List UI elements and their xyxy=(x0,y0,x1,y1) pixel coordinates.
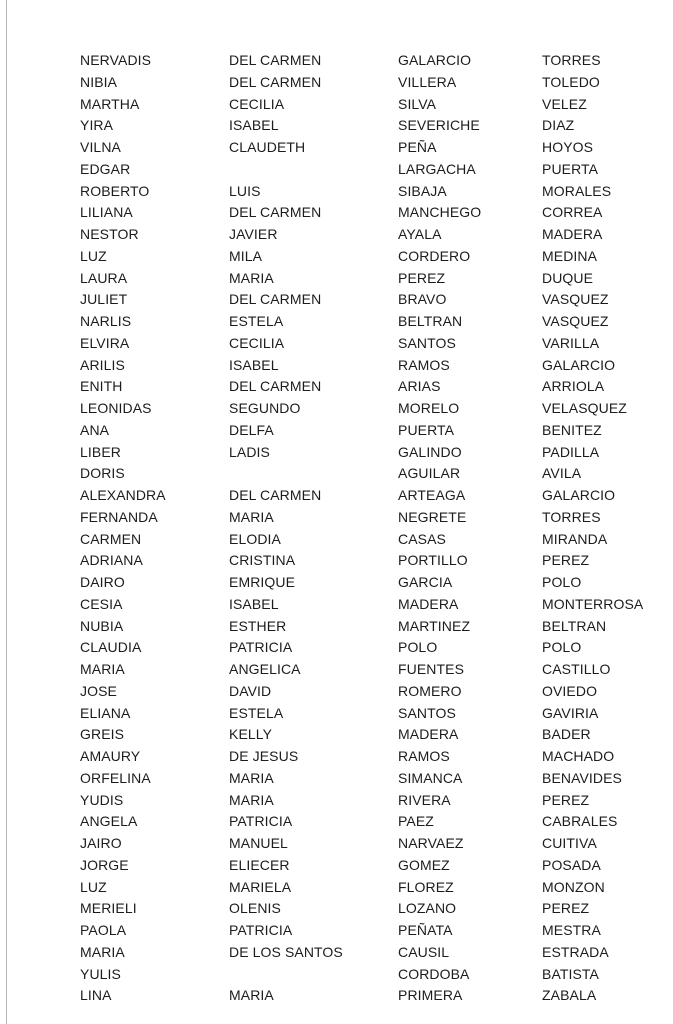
first-surname-cell: GALINDO xyxy=(398,443,462,460)
middle-name-cell: ESTELA xyxy=(229,313,284,329)
table-row xyxy=(80,877,662,899)
first-name-cell: CARMEN xyxy=(80,530,142,547)
second-surname-cell: BADER xyxy=(542,726,591,743)
first-name-cell: GREIS xyxy=(80,726,125,743)
second-surname-cell: CUITIVA xyxy=(542,835,597,851)
second-surname-cell: CORREA xyxy=(542,204,603,221)
first-surname-cell: GARCIA xyxy=(398,574,453,590)
second-surname-cell: BATISTA xyxy=(542,965,599,982)
first-name-cell: VILNA xyxy=(80,139,121,155)
table-row xyxy=(80,898,662,920)
first-surname-cell: LOZANO xyxy=(398,900,457,917)
first-surname-cell: FUENTES xyxy=(398,661,465,677)
table-row xyxy=(80,137,662,159)
first-name-cell: LUZ xyxy=(80,247,107,264)
page-left-border xyxy=(6,0,7,1024)
first-surname-cell: RIVERA xyxy=(398,791,451,808)
second-surname-cell: DIAZ xyxy=(542,117,575,134)
second-surname-cell: MACHADO xyxy=(542,748,615,764)
first-name-cell: AMAURY xyxy=(80,748,141,764)
first-name-cell: CLAUDIA xyxy=(80,639,142,656)
first-surname-cell: BELTRAN xyxy=(398,313,463,329)
middle-name-cell: MARIA xyxy=(229,269,274,286)
table-row xyxy=(80,790,662,812)
second-surname-cell: VASQUEZ xyxy=(542,313,609,329)
second-surname-cell: POLO xyxy=(542,574,582,590)
first-surname-cell: PAEZ xyxy=(398,813,434,830)
first-name-cell: DORIS xyxy=(80,465,125,482)
first-surname-cell: ROMERO xyxy=(398,682,462,699)
table-row xyxy=(80,507,662,529)
middle-name-cell: ESTELA xyxy=(229,704,284,721)
first-name-cell: JOSE xyxy=(80,682,117,699)
middle-name-cell: DEL CARMEN xyxy=(229,52,322,68)
second-surname-cell: DUQUE xyxy=(542,269,594,286)
second-surname-cell: BENITEZ xyxy=(542,421,602,438)
first-name-cell: JAIRO xyxy=(80,835,122,851)
first-name-cell: NERVADIS xyxy=(80,52,152,68)
second-surname-cell: MESTRA xyxy=(542,922,601,938)
second-surname-cell: MADERA xyxy=(542,226,603,242)
table-row xyxy=(80,268,662,290)
middle-name-cell: MARIA xyxy=(229,791,274,808)
second-surname-cell: TORRES xyxy=(542,508,601,525)
second-surname-cell: ZABALA xyxy=(542,987,597,1004)
first-surname-cell: MARTINEZ xyxy=(398,617,471,634)
first-surname-cell: SIMANCA xyxy=(398,769,463,786)
second-surname-cell: BENAVIDES xyxy=(542,769,622,786)
second-surname-cell: PEREZ xyxy=(542,791,590,808)
middle-name-cell: ANGELICA xyxy=(229,661,301,677)
first-name-cell: PAOLA xyxy=(80,922,127,938)
table-row xyxy=(80,724,662,746)
middle-name-cell xyxy=(229,964,398,986)
first-name-cell: ANA xyxy=(80,421,110,438)
table-row xyxy=(80,355,662,377)
middle-name-cell: ELODIA xyxy=(229,530,281,547)
middle-name-cell: ESTHER xyxy=(229,617,287,634)
second-surname-cell: HOYOS xyxy=(542,139,594,155)
first-surname-cell: PEÑA xyxy=(398,139,437,155)
middle-name-cell: DEL CARMEN xyxy=(229,487,322,503)
first-name-cell: MARIA xyxy=(80,661,125,677)
first-surname-cell: NARVAEZ xyxy=(398,835,464,851)
second-surname-cell: GALARCIO xyxy=(542,356,616,373)
table-row xyxy=(80,637,662,659)
first-surname-cell: LARGACHA xyxy=(398,160,476,177)
table-row xyxy=(80,833,662,855)
middle-name-cell: MARIA xyxy=(229,769,274,786)
first-surname-cell: AYALA xyxy=(398,226,442,242)
first-name-cell: ENITH xyxy=(80,378,123,395)
table-row xyxy=(80,289,662,311)
middle-name-cell: MARIELA xyxy=(229,878,292,895)
table-row xyxy=(80,594,662,616)
first-name-cell: JULIET xyxy=(80,291,128,308)
first-name-cell: LINA xyxy=(80,987,112,1004)
first-surname-cell: VILLERA xyxy=(398,73,457,90)
first-surname-cell: MADERA xyxy=(398,595,459,612)
second-surname-cell: VELASQUEZ xyxy=(542,400,627,416)
table-row xyxy=(80,311,662,333)
table-row xyxy=(80,964,662,986)
first-surname-cell: ARTEAGA xyxy=(398,487,466,503)
second-surname-cell: VASQUEZ xyxy=(542,291,609,308)
middle-name-cell: PATRICIA xyxy=(229,813,293,830)
first-surname-cell: PUERTA xyxy=(398,421,455,438)
first-surname-cell: CORDOBA xyxy=(398,965,470,982)
first-surname-cell: GALARCIO xyxy=(398,52,472,68)
second-surname-cell: CASTILLO xyxy=(542,661,611,677)
names-table xyxy=(80,50,662,1007)
middle-name-cell: DELFA xyxy=(229,421,274,438)
second-surname-cell: PEREZ xyxy=(542,900,590,917)
table-row xyxy=(80,985,662,1007)
first-name-cell: NESTOR xyxy=(80,226,139,242)
first-name-cell: FERNANDA xyxy=(80,508,158,525)
first-surname-cell: FLOREZ xyxy=(398,878,454,895)
middle-name-cell: DEL CARMEN xyxy=(229,291,322,308)
first-name-cell: MERIELI xyxy=(80,900,137,917)
table-row xyxy=(80,72,662,94)
table-row xyxy=(80,181,662,203)
first-surname-cell: SANTOS xyxy=(398,704,456,721)
second-surname-cell: POSADA xyxy=(542,856,601,873)
table-row xyxy=(80,746,662,768)
first-name-cell: ELIANA xyxy=(80,704,131,721)
first-name-cell: YULIS xyxy=(80,965,121,982)
first-surname-cell: SILVA xyxy=(398,95,437,112)
first-surname-cell: PEREZ xyxy=(398,269,446,286)
table-row xyxy=(80,485,662,507)
first-surname-cell: MORELO xyxy=(398,400,460,416)
middle-name-cell: DAVID xyxy=(229,682,272,699)
middle-name-cell: ELIECER xyxy=(229,856,290,873)
second-surname-cell: PADILLA xyxy=(542,443,600,460)
first-name-cell: ALEXANDRA xyxy=(80,487,166,503)
table-row xyxy=(80,420,662,442)
middle-name-cell: PATRICIA xyxy=(229,922,293,938)
middle-name-cell: DE JESUS xyxy=(229,748,299,764)
middle-name-cell: DEL CARMEN xyxy=(229,73,322,90)
first-surname-cell: GOMEZ xyxy=(398,856,450,873)
second-surname-cell: VARILLA xyxy=(542,334,600,351)
table-row xyxy=(80,333,662,355)
first-surname-cell: RAMOS xyxy=(398,748,450,764)
table-row xyxy=(80,224,662,246)
first-name-cell: ADRIANA xyxy=(80,552,143,569)
middle-name-cell: MARIA xyxy=(229,987,274,1004)
middle-name-cell: DEL CARMEN xyxy=(229,378,322,395)
table-row xyxy=(80,550,662,572)
table-row xyxy=(80,463,662,485)
table-row xyxy=(80,920,662,942)
first-surname-cell: CAUSIL xyxy=(398,943,450,960)
second-surname-cell: BELTRAN xyxy=(542,617,607,634)
middle-name-cell: ISABEL xyxy=(229,356,279,373)
first-surname-cell: NEGRETE xyxy=(398,508,467,525)
table-row xyxy=(80,572,662,594)
second-surname-cell: MONZON xyxy=(542,878,605,895)
first-name-cell: ARILIS xyxy=(80,356,125,373)
middle-name-cell: LADIS xyxy=(229,443,270,460)
middle-name-cell xyxy=(229,159,398,181)
second-surname-cell: PUERTA xyxy=(542,160,599,177)
first-surname-cell: PRIMERA xyxy=(398,987,463,1004)
second-surname-cell: GALARCIO xyxy=(542,487,616,503)
table-row xyxy=(80,376,662,398)
middle-name-cell: MILA xyxy=(229,247,263,264)
middle-name-cell xyxy=(229,463,398,485)
first-surname-cell: SIBAJA xyxy=(398,182,447,199)
table-row xyxy=(80,855,662,877)
first-name-cell: DAIRO xyxy=(80,574,125,590)
second-surname-cell: GAVIRIA xyxy=(542,704,599,721)
second-surname-cell: MONTERROSA xyxy=(542,595,644,612)
middle-name-cell: LUIS xyxy=(229,182,261,199)
first-name-cell: YUDIS xyxy=(80,791,124,808)
first-surname-cell: MADERA xyxy=(398,726,459,743)
table-row xyxy=(80,442,662,464)
first-name-cell: LIBER xyxy=(80,443,121,460)
table-row xyxy=(80,159,662,181)
table-row xyxy=(80,659,662,681)
first-name-cell: MARTHA xyxy=(80,95,140,112)
middle-name-cell: ISABEL xyxy=(229,595,279,612)
table-row xyxy=(80,94,662,116)
first-name-cell: NUBIA xyxy=(80,617,124,634)
first-name-cell: MARIA xyxy=(80,943,125,960)
middle-name-cell: CRISTINA xyxy=(229,552,296,569)
second-surname-cell: OVIEDO xyxy=(542,682,598,699)
first-name-cell: LUZ xyxy=(80,878,107,895)
first-surname-cell: ARIAS xyxy=(398,378,441,395)
first-surname-cell: AGUILAR xyxy=(398,465,461,482)
table-row xyxy=(80,529,662,551)
second-surname-cell: PEREZ xyxy=(542,552,590,569)
table-row xyxy=(80,202,662,224)
middle-name-cell: ISABEL xyxy=(229,117,279,134)
first-name-cell: JORGE xyxy=(80,856,129,873)
table-row xyxy=(80,768,662,790)
table-row xyxy=(80,246,662,268)
middle-name-cell: SEGUNDO xyxy=(229,400,301,416)
first-name-cell: CESIA xyxy=(80,595,123,612)
first-name-cell: YIRA xyxy=(80,117,114,134)
middle-name-cell: CLAUDETH xyxy=(229,139,306,155)
second-surname-cell: ARRIOLA xyxy=(542,378,605,395)
names-table-body xyxy=(80,50,662,1007)
first-name-cell: ANGELA xyxy=(80,813,138,830)
table-row xyxy=(80,942,662,964)
first-surname-cell: BRAVO xyxy=(398,291,447,308)
first-surname-cell: MANCHEGO xyxy=(398,204,482,221)
second-surname-cell: TORRES xyxy=(542,52,601,68)
middle-name-cell: MARIA xyxy=(229,508,274,525)
first-name-cell: ROBERTO xyxy=(80,182,150,199)
table-row xyxy=(80,115,662,137)
first-name-cell: LAURA xyxy=(80,269,128,286)
second-surname-cell: CABRALES xyxy=(542,813,618,830)
second-surname-cell: MIRANDA xyxy=(542,530,608,547)
first-surname-cell: PORTILLO xyxy=(398,552,468,569)
middle-name-cell: OLENIS xyxy=(229,900,281,917)
first-name-cell: ELVIRA xyxy=(80,334,130,351)
middle-name-cell: EMRIQUE xyxy=(229,574,296,590)
second-surname-cell: TOLEDO xyxy=(542,73,600,90)
first-surname-cell: RAMOS xyxy=(398,356,450,373)
first-surname-cell: SANTOS xyxy=(398,334,456,351)
first-name-cell: NIBIA xyxy=(80,73,118,90)
second-surname-cell: VELEZ xyxy=(542,95,587,112)
table-row xyxy=(80,616,662,638)
first-surname-cell: SEVERICHE xyxy=(398,117,480,134)
middle-name-cell: PATRICIA xyxy=(229,639,293,656)
middle-name-cell: CECILIA xyxy=(229,334,285,351)
first-surname-cell: CASAS xyxy=(398,530,446,547)
table-row xyxy=(80,50,662,72)
first-name-cell: EDGAR xyxy=(80,160,131,177)
first-surname-cell: CORDERO xyxy=(398,247,471,264)
second-surname-cell: MORALES xyxy=(542,182,612,199)
first-name-cell: ORFELINA xyxy=(80,769,151,786)
table-row xyxy=(80,398,662,420)
first-name-cell: NARLIS xyxy=(80,313,132,329)
first-surname-cell: POLO xyxy=(398,639,438,656)
first-name-cell: LILIANA xyxy=(80,204,133,221)
middle-name-cell: DE LOS SANTOS xyxy=(229,943,343,960)
table-row xyxy=(80,703,662,725)
second-surname-cell: AVILA xyxy=(542,465,582,482)
middle-name-cell: MANUEL xyxy=(229,835,288,851)
middle-name-cell: KELLY xyxy=(229,726,273,743)
table-row xyxy=(80,681,662,703)
second-surname-cell: MEDINA xyxy=(542,247,598,264)
middle-name-cell: JAVIER xyxy=(229,226,278,242)
table-row xyxy=(80,811,662,833)
second-surname-cell: ESTRADA xyxy=(542,943,609,960)
middle-name-cell: CECILIA xyxy=(229,95,285,112)
second-surname-cell: POLO xyxy=(542,639,582,656)
first-name-cell: LEONIDAS xyxy=(80,400,152,416)
first-surname-cell: PEÑATA xyxy=(398,922,453,938)
middle-name-cell: DEL CARMEN xyxy=(229,204,322,221)
